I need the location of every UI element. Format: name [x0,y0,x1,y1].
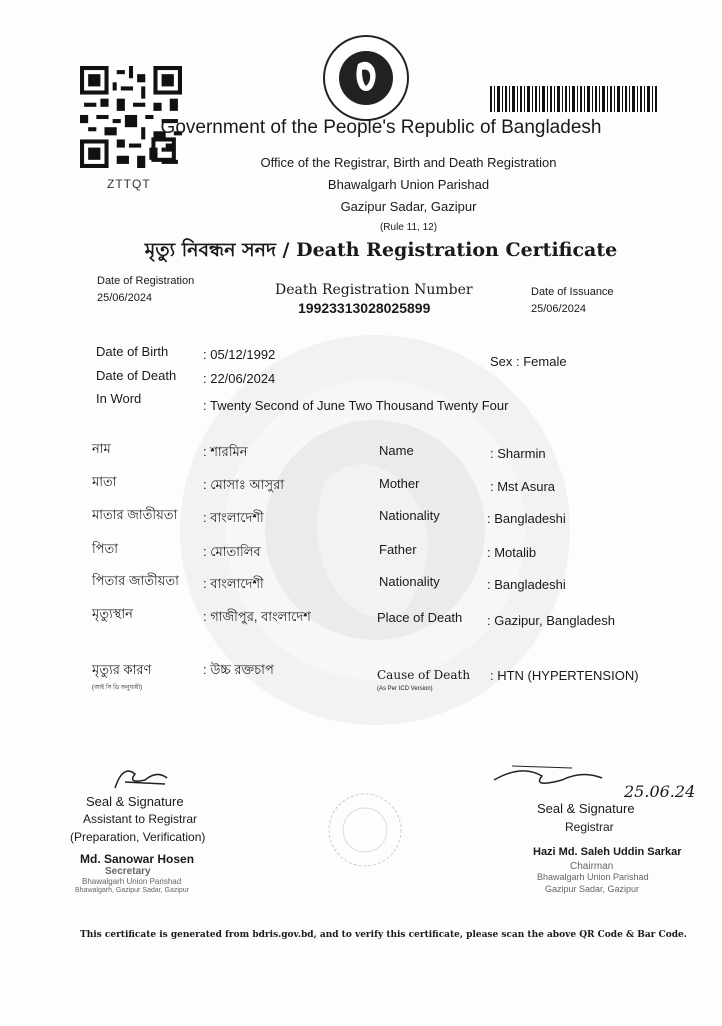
office-seal-icon [325,790,405,870]
en-father-nationality-label: Nationality [379,574,440,589]
bn-father-nationality-value: : বাংলাদেশী [203,576,264,591]
right-seal-title: Chairman [570,861,614,872]
left-role-detail: (Preparation, Verification) [70,830,206,844]
bn-mother-nationality-value: : বাংলাদেশী [203,510,264,525]
en-father-value: : Motalib [487,545,537,560]
en-cause-label: Cause of Death [377,668,471,682]
en-name-label: Name [379,443,414,458]
bn-cause-sub-label: (আই সি ডি অনুযায়ী) [92,685,143,691]
en-father-label: Father [379,542,417,557]
right-seal-name: Hazi Md. Saleh Uddin Sarkar [533,846,682,858]
dod-value: : 22/06/2024 [203,371,276,386]
en-mother-label: Mother [379,476,420,491]
registration-number-label: Death Registration Number [275,282,473,298]
en-place-value: : Gazipur, Bangladesh [487,613,615,628]
in-word-label: In Word [96,391,142,406]
left-seal-title: Secretary [105,866,151,877]
left-seal-name: Md. Sanowar Hosen [80,852,195,866]
en-name-value: : Sharmin [490,446,546,461]
in-word-value: : Twenty Second of June Two Thousand Twenty Four [203,398,509,413]
assistant-signature [105,762,175,794]
registration-number-value: 19923313028025899 [298,300,431,316]
bn-father-value: : মোতালিব [203,544,261,559]
en-father-nationality-value: : Bangladeshi [487,577,566,592]
left-seal-place: Bhawalgarh, Gazipur Sadar, Gazipur [75,887,190,894]
date-of-registration-label: Date of Registration [97,275,195,287]
en-mother-value: : Mst Asura [490,479,556,494]
rule-text: (Rule 11, 12) [379,222,438,233]
location-text: Gazipur Sadar, Gazipur [340,199,477,214]
bn-cause-value: : উচ্চ রক্তচাপ [203,662,274,677]
signature-date: 25.06.24 [624,782,696,801]
right-seal-place: Gazipur Sadar, Gazipur [545,884,640,894]
barcode-icon [490,86,660,112]
bn-father-label: পিতা [92,541,119,556]
footer-note: This certificate is generated from bdris.gov.bd, and to verify this certificate, please scan the above QR Code & Bar Code. [80,930,687,940]
dod-label: Date of Death [96,368,177,383]
government-title: Government of the People's Republic of Bangladesh [160,117,602,138]
bn-name-label: নাম [92,441,111,456]
right-seal-office: Bhawalgarh Union Parishad [537,872,649,882]
date-of-registration-value: 25/06/2024 [97,292,153,304]
registrar-signature [492,758,622,798]
bn-place-label: মৃত্যুস্থান [92,606,133,621]
date-of-issuance-label: Date of Issuance [531,286,614,298]
union-name: Bhawalgarh Union Parishad [327,177,490,192]
government-emblem-icon [322,34,410,122]
en-cause-value: : HTN (HYPERTENSION) [490,668,639,683]
bn-cause-label: মৃত্যুর কারণ [92,662,152,677]
sex-value: Sex : Female [490,354,567,369]
en-mother-nationality-label: Nationality [379,508,440,523]
left-seal-office: Bhawalgarh Union Parishad [82,877,182,886]
bn-father-nationality-label: পিতার জাতীয়তা [92,573,179,588]
left-seal-label: Seal & Signature [86,794,184,809]
bn-mother-label: মাতা [92,474,117,489]
right-role: Registrar [565,820,614,834]
en-place-label: Place of Death [377,610,463,625]
bn-place-value: : গাজীপুর, বাংলাদেশ [203,609,311,624]
right-seal-label: Seal & Signature [537,801,635,816]
dob-value: : 05/12/1992 [203,347,276,362]
certificate-title: মৃত্যু নিবন্ধন সনদ / Death Registration Certificate [144,239,618,261]
dob-label: Date of Birth [96,344,169,359]
bn-mother-value: : মোসাঃ আসুরা [203,477,285,492]
en-cause-sub-label: (As Per ICD Version) [377,686,433,692]
bn-name-value: : শারমিন [203,444,248,459]
office-title: Office of the Registrar, Birth and Death Registration [260,155,557,170]
left-role: Assistant to Registrar [83,812,198,826]
en-mother-nationality-value: : Bangladeshi [487,511,566,526]
date-of-issuance-value: 25/06/2024 [531,303,587,315]
bn-mother-nationality-label: মাতার জাতীয়তা [92,507,178,522]
qr-code-text: ZTTQT [107,177,151,191]
